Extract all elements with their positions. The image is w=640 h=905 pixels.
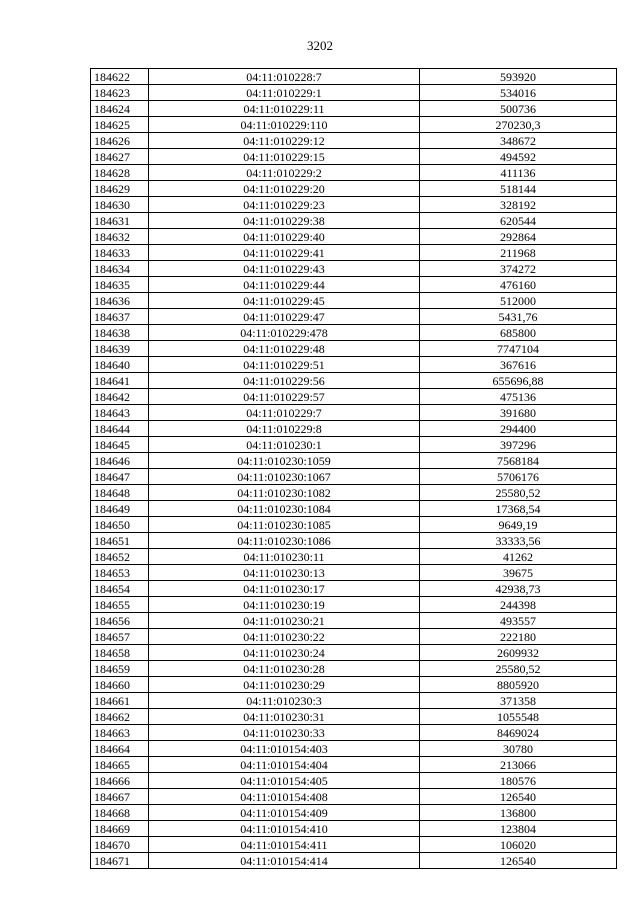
cadastral-value-cell: 33333,56: [420, 533, 617, 549]
row-number-cell: 184629: [91, 181, 149, 197]
table-row: [91, 853, 617, 869]
cadastral-number-cell: 04:11:010229:48: [149, 341, 420, 357]
table-row: [91, 565, 617, 581]
cadastral-value-cell: 136800: [420, 805, 617, 821]
cadastral-number-cell: 04:11:010230:1085: [149, 517, 420, 533]
table-row: [91, 389, 617, 405]
cadastral-number-cell: 04:11:010154:411: [149, 837, 420, 853]
cadastral-value-cell: 1055548: [420, 709, 617, 725]
cadastral-number-cell: 04:11:010229:20: [149, 181, 420, 197]
table-row: [91, 821, 617, 837]
row-number-cell: 184625: [91, 117, 149, 133]
table-row: [91, 357, 617, 373]
cadastral-number-cell: 04:11:010229:15: [149, 149, 420, 165]
cadastral-number-cell: 04:11:010230:29: [149, 677, 420, 693]
row-number-cell: 184660: [91, 677, 149, 693]
cadastral-value-cell: 5706176: [420, 469, 617, 485]
cadastral-value-cell: 7747104: [420, 341, 617, 357]
cadastral-number-cell: 04:11:010229:44: [149, 277, 420, 293]
table-row: [91, 485, 617, 501]
table-row: [91, 661, 617, 677]
row-number-cell: 184668: [91, 805, 149, 821]
row-number-cell: 184635: [91, 277, 149, 293]
cadastral-value-cell: 655696,88: [420, 373, 617, 389]
table-row: [91, 453, 617, 469]
table-row: [91, 245, 617, 261]
row-number-cell: 184636: [91, 293, 149, 309]
cadastral-value-cell: 294400: [420, 421, 617, 437]
cadastral-number-cell: 04:11:010229:2: [149, 165, 420, 181]
table-row: [91, 773, 617, 789]
cadastral-value-cell: 180576: [420, 773, 617, 789]
table-row: [91, 469, 617, 485]
table-row: [91, 165, 617, 181]
row-number-cell: 184666: [91, 773, 149, 789]
cadastral-value-cell: 213066: [420, 757, 617, 773]
cadastral-value-cell: 475136: [420, 389, 617, 405]
row-number-cell: 184627: [91, 149, 149, 165]
cadastral-number-cell: 04:11:010230:19: [149, 597, 420, 613]
table-row: [91, 261, 617, 277]
row-number-cell: 184637: [91, 309, 149, 325]
table-row: [91, 181, 617, 197]
row-number-cell: 184643: [91, 405, 149, 421]
table-row: [91, 437, 617, 453]
row-number-cell: 184622: [91, 69, 149, 85]
row-number-cell: 184644: [91, 421, 149, 437]
cadastral-value-cell: 8469024: [420, 725, 617, 741]
table-row: [91, 629, 617, 645]
cadastral-number-cell: 04:11:010229:43: [149, 261, 420, 277]
cadastral-number-cell: 04:11:010154:405: [149, 773, 420, 789]
cadastral-value-cell: 374272: [420, 261, 617, 277]
row-number-cell: 184654: [91, 581, 149, 597]
cadastral-number-cell: 04:11:010154:408: [149, 789, 420, 805]
row-number-cell: 184647: [91, 469, 149, 485]
cadastral-value-cell: 126540: [420, 789, 617, 805]
row-number-cell: 184624: [91, 101, 149, 117]
table-row: [91, 741, 617, 757]
row-number-cell: 184631: [91, 213, 149, 229]
row-number-cell: 184655: [91, 597, 149, 613]
table-row: [91, 645, 617, 661]
row-number-cell: 184670: [91, 837, 149, 853]
table-row: [91, 805, 617, 821]
cadastral-value-cell: 25580,52: [420, 661, 617, 677]
cadastral-number-cell: 04:11:010154:409: [149, 805, 420, 821]
row-number-cell: 184664: [91, 741, 149, 757]
cadastral-value-cell: 41262: [420, 549, 617, 565]
row-number-cell: 184633: [91, 245, 149, 261]
cadastral-number-cell: 04:11:010154:403: [149, 741, 420, 757]
cadastral-number-cell: 04:11:010230:1059: [149, 453, 420, 469]
row-number-cell: 184658: [91, 645, 149, 661]
cadastral-number-cell: 04:11:010154:404: [149, 757, 420, 773]
cadastral-number-cell: 04:11:010229:23: [149, 197, 420, 213]
cadastral-number-cell: 04:11:010230:1067: [149, 469, 420, 485]
cadastral-value-cell: 8805920: [420, 677, 617, 693]
cadastral-number-cell: 04:11:010229:45: [149, 293, 420, 309]
cadastral-number-cell: 04:11:010230:1084: [149, 501, 420, 517]
table-row: [91, 693, 617, 709]
cadastral-value-cell: 17368,54: [420, 501, 617, 517]
cadastral-value-cell: 371358: [420, 693, 617, 709]
table-row: [91, 709, 617, 725]
row-number-cell: 184628: [91, 165, 149, 181]
cadastral-value-cell: 292864: [420, 229, 617, 245]
table-row: [91, 757, 617, 773]
cadastral-value-cell: 500736: [420, 101, 617, 117]
row-number-cell: 184665: [91, 757, 149, 773]
cadastral-value-cell: 476160: [420, 277, 617, 293]
row-number-cell: 184656: [91, 613, 149, 629]
row-number-cell: 184659: [91, 661, 149, 677]
cadastral-number-cell: 04:11:010228:7: [149, 69, 420, 85]
cadastral-value-table: [90, 68, 617, 869]
table-row: [91, 533, 617, 549]
cadastral-number-cell: 04:11:010229:110: [149, 117, 420, 133]
cadastral-number-cell: 04:11:010229:41: [149, 245, 420, 261]
cadastral-value-cell: 328192: [420, 197, 617, 213]
cadastral-number-cell: 04:11:010229:51: [149, 357, 420, 373]
table-row: [91, 405, 617, 421]
table-row: [91, 85, 617, 101]
row-number-cell: 184649: [91, 501, 149, 517]
cadastral-value-cell: 512000: [420, 293, 617, 309]
table-row: [91, 517, 617, 533]
row-number-cell: 184646: [91, 453, 149, 469]
cadastral-number-cell: 04:11:010230:24: [149, 645, 420, 661]
cadastral-number-cell: 04:11:010229:1: [149, 85, 420, 101]
cadastral-number-cell: 04:11:010229:47: [149, 309, 420, 325]
cadastral-value-cell: 222180: [420, 629, 617, 645]
row-number-cell: 184662: [91, 709, 149, 725]
page-number: 3202: [307, 38, 333, 53]
table-row: [91, 597, 617, 613]
row-number-cell: 184632: [91, 229, 149, 245]
cadastral-number-cell: 04:11:010229:8: [149, 421, 420, 437]
cadastral-value-cell: 5431,76: [420, 309, 617, 325]
row-number-cell: 184657: [91, 629, 149, 645]
cadastral-number-cell: 04:11:010229:7: [149, 405, 420, 421]
table-row: [91, 325, 617, 341]
table-row: [91, 549, 617, 565]
cadastral-number-cell: 04:11:010229:38: [149, 213, 420, 229]
cadastral-value-cell: 244398: [420, 597, 617, 613]
table-row: [91, 277, 617, 293]
cadastral-number-cell: 04:11:010230:13: [149, 565, 420, 581]
table-row: [91, 229, 617, 245]
cadastral-value-cell: 211968: [420, 245, 617, 261]
table-row: [91, 117, 617, 133]
table-row: [91, 501, 617, 517]
row-number-cell: 184667: [91, 789, 149, 805]
cadastral-number-cell: 04:11:010230:33: [149, 725, 420, 741]
table-row: [91, 133, 617, 149]
cadastral-value-cell: 9649,19: [420, 517, 617, 533]
table-row: [91, 837, 617, 853]
row-number-cell: 184640: [91, 357, 149, 373]
cadastral-number-cell: 04:11:010230:17: [149, 581, 420, 597]
cadastral-value-cell: 270230,3: [420, 117, 617, 133]
cadastral-value-cell: 367616: [420, 357, 617, 373]
row-number-cell: 184642: [91, 389, 149, 405]
cadastral-number-cell: 04:11:010230:11: [149, 549, 420, 565]
table-row: [91, 309, 617, 325]
cadastral-number-cell: 04:11:010154:410: [149, 821, 420, 837]
cadastral-value-cell: 534016: [420, 85, 617, 101]
cadastral-number-cell: 04:11:010229:11: [149, 101, 420, 117]
cadastral-number-cell: 04:11:010230:28: [149, 661, 420, 677]
table-body: [91, 69, 617, 869]
row-number-cell: 184634: [91, 261, 149, 277]
row-number-cell: 184663: [91, 725, 149, 741]
cadastral-value-cell: 30780: [420, 741, 617, 757]
cadastral-value-cell: 493557: [420, 613, 617, 629]
cadastral-value-cell: 518144: [420, 181, 617, 197]
row-number-cell: 184626: [91, 133, 149, 149]
cadastral-number-cell: 04:11:010229:12: [149, 133, 420, 149]
cadastral-number-cell: 04:11:010229:56: [149, 373, 420, 389]
table-row: [91, 101, 617, 117]
cadastral-value-cell: 7568184: [420, 453, 617, 469]
cadastral-value-cell: 348672: [420, 133, 617, 149]
table-row: [91, 789, 617, 805]
cadastral-value-cell: 685800: [420, 325, 617, 341]
cadastral-value-cell: 106020: [420, 837, 617, 853]
row-number-cell: 184630: [91, 197, 149, 213]
cadastral-value-cell: 2609932: [420, 645, 617, 661]
cadastral-number-cell: 04:11:010230:31: [149, 709, 420, 725]
table-row: [91, 197, 617, 213]
table-row: [91, 677, 617, 693]
cadastral-number-cell: 04:11:010154:414: [149, 853, 420, 869]
cadastral-value-cell: 494592: [420, 149, 617, 165]
row-number-cell: 184661: [91, 693, 149, 709]
cadastral-value-cell: 25580,52: [420, 485, 617, 501]
table-row: [91, 69, 617, 85]
cadastral-value-cell: 39675: [420, 565, 617, 581]
table-row: [91, 341, 617, 357]
table-row: [91, 293, 617, 309]
cadastral-value-cell: 593920: [420, 69, 617, 85]
row-number-cell: 184653: [91, 565, 149, 581]
cadastral-value-cell: 397296: [420, 437, 617, 453]
cadastral-number-cell: 04:11:010229:40: [149, 229, 420, 245]
cadastral-number-cell: 04:11:010229:57: [149, 389, 420, 405]
row-number-cell: 184650: [91, 517, 149, 533]
row-number-cell: 184648: [91, 485, 149, 501]
row-number-cell: 184645: [91, 437, 149, 453]
cadastral-number-cell: 04:11:010230:1086: [149, 533, 420, 549]
table-row: [91, 581, 617, 597]
table-row: [91, 149, 617, 165]
cadastral-number-cell: 04:11:010229:478: [149, 325, 420, 341]
table-row: [91, 421, 617, 437]
cadastral-value-cell: 411136: [420, 165, 617, 181]
row-number-cell: 184638: [91, 325, 149, 341]
cadastral-value-cell: 620544: [420, 213, 617, 229]
cadastral-number-cell: 04:11:010230:1082: [149, 485, 420, 501]
cadastral-value-cell: 42938,73: [420, 581, 617, 597]
table-row: [91, 725, 617, 741]
row-number-cell: 184623: [91, 85, 149, 101]
cadastral-value-cell: 123804: [420, 821, 617, 837]
row-number-cell: 184639: [91, 341, 149, 357]
cadastral-number-cell: 04:11:010230:21: [149, 613, 420, 629]
row-number-cell: 184651: [91, 533, 149, 549]
cadastral-number-cell: 04:11:010230:3: [149, 693, 420, 709]
cadastral-value-cell: 391680: [420, 405, 617, 421]
row-number-cell: 184671: [91, 853, 149, 869]
cadastral-value-cell: 126540: [420, 853, 617, 869]
row-number-cell: 184652: [91, 549, 149, 565]
cadastral-number-cell: 04:11:010230:22: [149, 629, 420, 645]
row-number-cell: 184641: [91, 373, 149, 389]
row-number-cell: 184669: [91, 821, 149, 837]
cadastral-number-cell: 04:11:010230:1: [149, 437, 420, 453]
table-row: [91, 613, 617, 629]
table-row: [91, 213, 617, 229]
table-row: [91, 373, 617, 389]
